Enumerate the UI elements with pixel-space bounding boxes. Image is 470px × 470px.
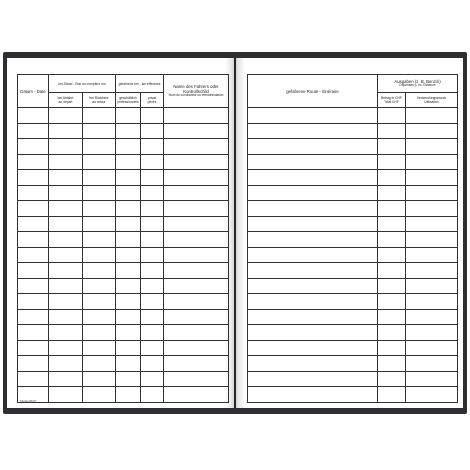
log-cell <box>18 294 49 310</box>
log-cell <box>49 108 83 124</box>
log-cell <box>18 371 49 387</box>
log-cell <box>248 185 378 201</box>
log-row <box>18 371 229 387</box>
log-cell <box>248 201 378 217</box>
log-cell <box>49 278 83 294</box>
log-row <box>248 309 458 325</box>
log-row <box>18 108 229 124</box>
log-cell <box>83 340 116 356</box>
log-cell <box>141 309 164 325</box>
log-cell <box>49 356 83 372</box>
open-logbook <box>3 52 467 414</box>
log-cell <box>141 340 164 356</box>
log-cell <box>18 247 49 263</box>
log-cell <box>18 325 49 341</box>
log-row <box>248 387 458 403</box>
log-row <box>18 294 229 310</box>
log-cell <box>141 185 164 201</box>
log-cell <box>116 263 141 279</box>
log-cell <box>164 278 229 294</box>
right-table-body <box>248 108 458 403</box>
log-cell <box>378 387 406 403</box>
log-cell <box>378 325 406 341</box>
right-log-table <box>247 74 458 403</box>
log-cell <box>49 170 83 186</box>
log-cell <box>378 170 406 186</box>
log-cell <box>141 139 164 155</box>
log-cell <box>164 108 229 124</box>
log-cell <box>141 325 164 341</box>
log-cell <box>406 325 458 341</box>
log-cell <box>378 123 406 139</box>
log-cell <box>18 216 49 232</box>
log-cell <box>164 216 229 232</box>
log-cell <box>18 154 49 170</box>
log-cell <box>141 108 164 124</box>
log-cell <box>116 154 141 170</box>
log-row <box>18 387 229 403</box>
log-cell <box>141 356 164 372</box>
log-cell <box>18 170 49 186</box>
log-cell <box>49 123 83 139</box>
log-cell <box>18 356 49 372</box>
log-row <box>248 247 458 263</box>
log-cell <box>141 232 164 248</box>
log-cell <box>141 123 164 139</box>
log-cell <box>406 232 458 248</box>
odometer-header: km-Stand - Etat du compteur km <box>49 75 116 93</box>
log-cell <box>406 387 458 403</box>
log-cell <box>248 108 378 124</box>
page-footer: Filofax/MCP <box>20 399 37 403</box>
log-cell <box>83 154 116 170</box>
log-row <box>18 309 229 325</box>
log-cell <box>406 340 458 356</box>
log-cell <box>116 371 141 387</box>
log-row <box>18 263 229 279</box>
log-cell <box>83 263 116 279</box>
log-cell <box>83 232 116 248</box>
log-cell <box>83 247 116 263</box>
left-table-body <box>18 108 229 403</box>
log-cell <box>378 185 406 201</box>
log-cell <box>83 216 116 232</box>
log-cell <box>141 387 164 403</box>
log-cell <box>49 139 83 155</box>
log-cell <box>141 371 164 387</box>
log-cell <box>116 170 141 186</box>
log-row <box>248 108 458 124</box>
log-cell <box>83 371 116 387</box>
log-cell <box>406 170 458 186</box>
log-row <box>248 356 458 372</box>
log-cell <box>248 247 378 263</box>
log-cell <box>141 294 164 310</box>
log-cell <box>141 201 164 217</box>
private-km-header: privat privés <box>141 93 164 108</box>
distance-header: gefahrene km - km effectués <box>116 75 164 93</box>
log-cell <box>164 170 229 186</box>
log-cell <box>378 201 406 217</box>
log-cell <box>248 278 378 294</box>
log-cell <box>406 108 458 124</box>
log-row <box>248 325 458 341</box>
log-cell <box>248 123 378 139</box>
purpose-header: Verwendungszweck Utilisation <box>406 93 458 108</box>
log-row <box>248 371 458 387</box>
log-row <box>248 170 458 186</box>
log-cell <box>18 263 49 279</box>
log-cell <box>164 154 229 170</box>
log-row <box>18 340 229 356</box>
log-cell <box>378 278 406 294</box>
log-cell <box>18 185 49 201</box>
log-row <box>18 154 229 170</box>
log-cell <box>49 185 83 201</box>
log-cell <box>164 309 229 325</box>
log-cell <box>49 232 83 248</box>
log-cell <box>49 154 83 170</box>
log-cell <box>248 325 378 341</box>
log-row <box>248 263 458 279</box>
amount-header: Betrag in CHF Total CHF <box>378 93 406 108</box>
log-row <box>18 216 229 232</box>
log-cell <box>116 232 141 248</box>
log-row <box>18 170 229 186</box>
log-cell <box>141 216 164 232</box>
log-cell <box>116 139 141 155</box>
log-cell <box>18 340 49 356</box>
left-log-table <box>17 74 229 403</box>
log-cell <box>49 371 83 387</box>
log-cell <box>49 263 83 279</box>
log-cell <box>141 247 164 263</box>
log-cell <box>164 185 229 201</box>
log-row <box>18 185 229 201</box>
log-cell <box>378 139 406 155</box>
log-row <box>248 216 458 232</box>
log-cell <box>406 294 458 310</box>
log-row <box>18 232 229 248</box>
log-cell <box>116 123 141 139</box>
left-page <box>7 58 234 408</box>
log-cell <box>83 170 116 186</box>
log-cell <box>83 185 116 201</box>
log-cell <box>116 247 141 263</box>
log-cell <box>248 263 378 279</box>
date-header: Datum - Date <box>18 75 49 108</box>
log-row <box>248 185 458 201</box>
log-cell <box>83 294 116 310</box>
log-cell <box>116 201 141 217</box>
log-cell <box>49 294 83 310</box>
log-cell <box>49 216 83 232</box>
log-cell <box>406 247 458 263</box>
log-cell <box>406 139 458 155</box>
log-cell <box>49 309 83 325</box>
log-cell <box>116 356 141 372</box>
log-row <box>248 123 458 139</box>
log-cell <box>248 294 378 310</box>
log-row <box>18 247 229 263</box>
log-cell <box>18 201 49 217</box>
log-cell <box>378 371 406 387</box>
log-cell <box>378 247 406 263</box>
log-cell <box>248 232 378 248</box>
log-cell <box>141 154 164 170</box>
log-cell <box>116 325 141 341</box>
log-cell <box>18 108 49 124</box>
log-cell <box>18 123 49 139</box>
log-cell <box>83 123 116 139</box>
log-cell <box>164 387 229 403</box>
log-cell <box>406 278 458 294</box>
log-cell <box>116 278 141 294</box>
log-row <box>248 278 458 294</box>
log-cell <box>164 232 229 248</box>
log-cell <box>116 216 141 232</box>
log-cell <box>164 247 229 263</box>
log-cell <box>378 309 406 325</box>
log-cell <box>164 123 229 139</box>
log-cell <box>18 309 49 325</box>
log-cell <box>248 387 378 403</box>
log-cell <box>378 108 406 124</box>
log-row <box>248 154 458 170</box>
log-cell <box>164 371 229 387</box>
log-cell <box>49 201 83 217</box>
log-cell <box>141 278 164 294</box>
log-cell <box>141 170 164 186</box>
log-cell <box>141 263 164 279</box>
log-cell <box>164 356 229 372</box>
log-cell <box>18 278 49 294</box>
log-cell <box>406 309 458 325</box>
log-cell <box>406 371 458 387</box>
log-cell <box>164 263 229 279</box>
log-cell <box>116 185 141 201</box>
log-cell <box>378 216 406 232</box>
log-cell <box>248 154 378 170</box>
log-row <box>248 201 458 217</box>
driver-name-header: Name des Fahrers oder Kontrollschild Nom du conducteur ou Immatriculation <box>164 75 229 108</box>
log-cell <box>378 294 406 310</box>
log-row <box>248 232 458 248</box>
log-cell <box>49 247 83 263</box>
log-cell <box>164 201 229 217</box>
log-cell <box>49 387 83 403</box>
log-cell <box>248 216 378 232</box>
log-cell <box>406 356 458 372</box>
expenses-header: Ausgaben (z. B. Benzin) Dépenses p. ex. Essence <box>378 75 458 93</box>
log-cell <box>116 309 141 325</box>
log-cell <box>83 325 116 341</box>
log-cell <box>248 356 378 372</box>
log-cell <box>18 232 49 248</box>
log-cell <box>83 356 116 372</box>
log-cell <box>49 340 83 356</box>
log-cell <box>116 340 141 356</box>
log-row <box>18 325 229 341</box>
log-cell <box>164 139 229 155</box>
log-cell <box>83 108 116 124</box>
log-row <box>18 201 229 217</box>
log-row <box>18 123 229 139</box>
log-cell <box>164 294 229 310</box>
business-km-header: geschäftlich professionnels <box>116 93 141 108</box>
return-km-header: bei Rückkehr au retour <box>83 93 116 108</box>
log-cell <box>83 278 116 294</box>
log-row <box>248 340 458 356</box>
departure-km-header: bei Abfahrt au départ <box>49 93 83 108</box>
log-row <box>248 294 458 310</box>
log-row <box>18 278 229 294</box>
log-cell <box>49 325 83 341</box>
log-cell <box>18 139 49 155</box>
log-row <box>248 139 458 155</box>
log-row <box>18 139 229 155</box>
log-cell <box>406 185 458 201</box>
log-cell <box>248 371 378 387</box>
log-cell <box>406 123 458 139</box>
log-row <box>18 356 229 372</box>
log-cell <box>248 309 378 325</box>
log-cell <box>83 201 116 217</box>
route-header: gefahrene Route - Itinéraire <box>248 75 378 108</box>
log-cell <box>164 325 229 341</box>
log-cell <box>378 356 406 372</box>
log-cell <box>83 309 116 325</box>
log-cell <box>378 154 406 170</box>
right-page <box>236 58 463 408</box>
log-cell <box>378 340 406 356</box>
log-cell <box>116 108 141 124</box>
log-cell <box>116 387 141 403</box>
log-cell <box>248 170 378 186</box>
log-cell <box>378 263 406 279</box>
log-cell <box>406 263 458 279</box>
log-cell <box>248 340 378 356</box>
log-cell <box>406 216 458 232</box>
log-cell <box>164 340 229 356</box>
log-cell <box>248 139 378 155</box>
log-cell <box>378 232 406 248</box>
log-cell <box>406 154 458 170</box>
log-cell <box>406 201 458 217</box>
log-cell <box>116 294 141 310</box>
log-cell <box>83 387 116 403</box>
log-cell <box>83 139 116 155</box>
